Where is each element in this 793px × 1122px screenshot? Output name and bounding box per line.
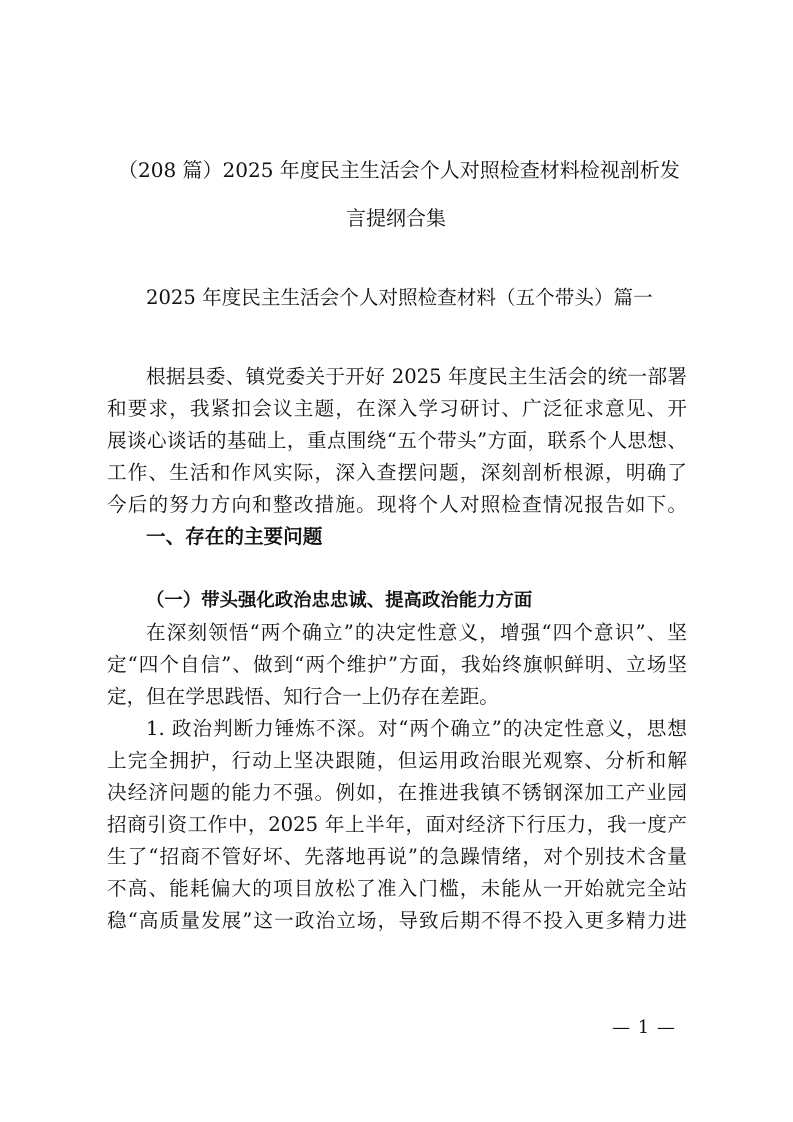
intro-line: 今后的努力方向和整改措施。现将个人对照检查情况报告如下。 xyxy=(107,493,687,516)
document-title-line-2: 言提纲合集 xyxy=(346,206,446,230)
paragraph-line: 招商引资工作中，2025 年上半年，面对经济下行压力，我一度产 xyxy=(107,813,687,836)
document-title-line-1: （208 篇）2025 年度民主生活会个人对照检查材料检视剖析发 xyxy=(118,158,680,182)
paragraph-line: 决经济问题的能力不强。例如，在推进我镇不锈钢深加工产业园 xyxy=(107,781,687,804)
intro-line: 展谈心谈话的基础上，重点围绕“五个带头”方面，联系个人思想、 xyxy=(107,429,687,452)
intro-line: 工作、生活和作风实际，深入查摆问题，深刻剖析根源，明确了 xyxy=(107,461,687,484)
paragraph-line: 1. 政治判断力锤炼不深。对“两个确立”的决定性意义，思想 xyxy=(146,717,687,740)
page-number: — 1 — xyxy=(612,1017,676,1038)
intro-line: 和要求，我紧扣会议主题，在深入学习研讨、广泛征求意见、开 xyxy=(107,397,687,420)
heading-main-problems: 一、存在的主要问题 xyxy=(146,525,323,548)
paragraph-line: 不高、能耗偏大的项目放松了准入门槛，未能从一开始就完全站 xyxy=(107,877,687,900)
subheading-political-loyalty: （一）带头强化政治忠忠诚、提高政治能力方面 xyxy=(146,590,533,611)
intro-line: 根据县委、镇党委关于开好 2025 年度民主生活会的统一部署 xyxy=(146,365,687,388)
paragraph-line: 上完全拥护，行动上坚决跟随，但运用政治眼光观察、分析和解 xyxy=(107,749,687,772)
section-subtitle: 2025 年度民主生活会个人对照检查材料（五个带头）篇一 xyxy=(146,286,653,309)
paragraph-line: 稳“高质量发展”这一政治立场，导致后期不得不投入更多精力进 xyxy=(107,909,687,932)
paragraph-line: 定，但在学思践悟、知行合一上仍存在差距。 xyxy=(107,685,499,708)
paragraph-line: 在深刻领悟“两个确立”的决定性意义，增强“四个意识”、坚 xyxy=(146,621,687,644)
paragraph-line: 定“四个自信”、做到“两个维护”方面，我始终旗帜鲜明、立场坚 xyxy=(107,653,687,676)
paragraph-line: 生了“招商不管好坏、先落地再说”的急躁情绪，对个别技术含量 xyxy=(107,845,687,868)
